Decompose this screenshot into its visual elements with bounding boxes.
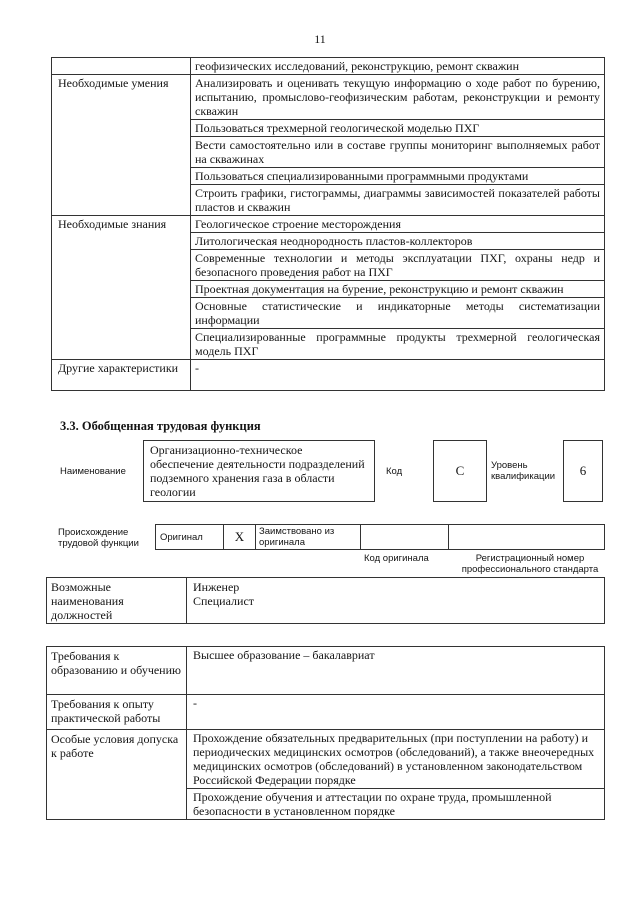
origin-row [155, 524, 605, 550]
continuation-text: геофизических исследований, реконструкцию, ремонт скважин [195, 59, 519, 73]
list-item: Анализировать и оценивать текущую информацию о ходе работ по бурению, испытанию, промыслово-геофизическим работам, реконструкции и ремонту скважин [191, 75, 604, 120]
position-item: Специалист [193, 594, 255, 608]
empty-cell [361, 525, 449, 549]
positions-table [46, 577, 605, 624]
other-row [51, 360, 605, 391]
education-value: Высшее образование – бакалавриат [193, 648, 375, 662]
education-label: Требования к образованию и обучению [47, 647, 187, 694]
list-item: Литологическая неоднородность пластов-коллекторов [191, 233, 604, 250]
knowledge-label: Необходимые знания [51, 216, 191, 359]
requirements-table [46, 646, 605, 820]
knowledge-row [51, 216, 605, 360]
original-label: Оригинал [156, 525, 224, 549]
empty-cell [449, 525, 604, 549]
list-item: Пользоваться трехмерной геологической моделью ПХГ [191, 120, 604, 137]
position-item: Инженер [193, 580, 240, 594]
list-item: Современные технологии и методы эксплуатации ПХГ, охраны недр и безопасного проведения работ на ПХГ [191, 250, 604, 281]
list-item: Вести самостоятельно или в составе группы мониторинг выполняемых работ на скважинах [191, 137, 604, 168]
list-item: Проектная документация на бурение, реконструкцию и ремонт скважин [191, 281, 604, 298]
reg-number-label: Регистрационный номер профессионального стандарта [461, 553, 599, 575]
other-label: Другие характеристики [51, 360, 191, 390]
list-item: Основные статистические и индикаторные методы систематизации информации [191, 298, 604, 329]
list-item: Геологическое строение месторождения [191, 216, 604, 233]
code-value: С [433, 440, 487, 502]
list-item: Прохождение обучения и аттестации по охране труда, промышленной безопасности в установленном порядке [193, 790, 552, 818]
list-item: Пользоваться специализированными программными продуктами [191, 168, 604, 185]
list-item: Строить графики, гистограммы, диаграммы зависимостей показателей работы пластов и скважин [195, 186, 600, 214]
skills-row [51, 75, 605, 216]
experience-label: Требования к опыту практической работы [47, 695, 187, 729]
function-name: Организационно-техническое обеспечение деятельности подразделений подземного хранения газа в области геологии [143, 440, 375, 502]
name-label: Наименование [60, 466, 126, 477]
education-row [47, 647, 604, 695]
borrowed-label: Заимствовано из оригинала [256, 525, 361, 549]
section-title: 3.3. Обобщенная трудовая функция [60, 419, 261, 433]
conditions-label: Особые условия допуска к работе [47, 730, 187, 819]
empty-label-cell [51, 58, 191, 74]
origin-label: Происхождение трудовой функции [58, 527, 139, 549]
page-number: 11 [314, 32, 326, 46]
skills-label: Необходимые умения [51, 75, 191, 215]
list-item: Специализированные программные продукты трехмерной геологическая модель ПХГ [195, 330, 600, 358]
code-label: Код [386, 466, 403, 477]
list-item: Прохождение обязательных предварительных (при поступлении на работу) и периодических медицинских осмотров (обследований), а также внеочередных медицинских осмотров (обследований) в установленном законодательством Российской Федерации порядке [187, 730, 604, 789]
code-original-label: Код оригинала [364, 553, 429, 564]
experience-value: - [193, 696, 197, 710]
level-label: Уровень квалификации [491, 460, 556, 482]
experience-row [47, 695, 604, 730]
table-row [51, 57, 605, 75]
conditions-row [47, 730, 604, 819]
skills-knowledge-table [51, 57, 605, 391]
positions-label: Возможные наименования должностей [47, 578, 187, 623]
original-mark: X [224, 525, 256, 549]
other-value: - [195, 361, 199, 375]
level-value: 6 [563, 440, 603, 502]
